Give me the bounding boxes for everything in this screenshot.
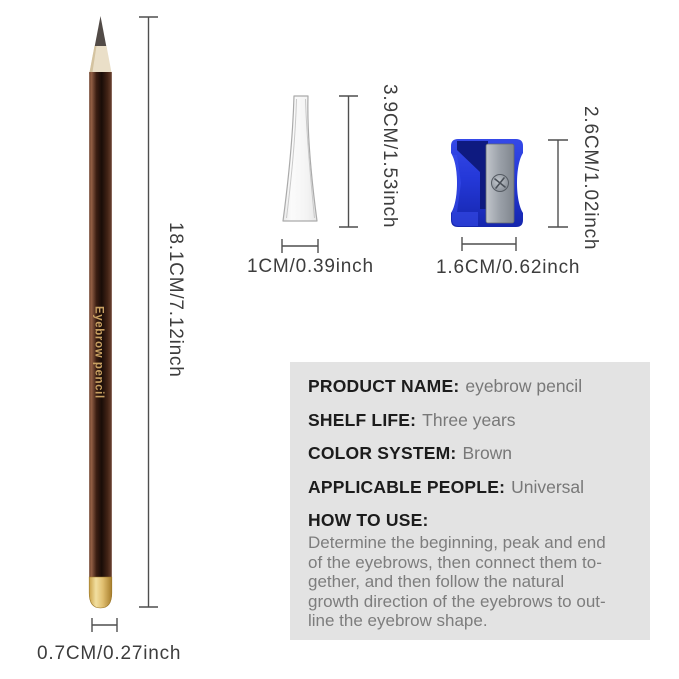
cap-width-label: 1CM/0.39inch [247, 256, 374, 277]
how-to-use-label: HOW TO USE: [308, 510, 429, 530]
pencil-width-dimension-line [92, 618, 117, 632]
pencil-illustration [89, 16, 112, 608]
spec-row-product-name [308, 376, 632, 398]
spec-label: PRODUCT NAME: [308, 376, 460, 396]
product-info-box [290, 362, 650, 640]
pencil-brand-text: Eyebrow pencil [92, 306, 105, 399]
spec-label: SHELF LIFE: [308, 409, 417, 430]
spec-label: COLOR SYSTEM: [308, 443, 457, 463]
how-to-use-line: of the eyebrows, then connect them to- [308, 552, 602, 572]
pencil-gold-ferrule [89, 577, 112, 608]
how-to-use-line: gether, and then follow the natural [308, 572, 565, 591]
how-to-use-line: growth direction of the eyebrows to out- [308, 591, 606, 611]
pencil-length-dimension-line [139, 17, 158, 607]
spec-label: APPLICABLE PEOPLE: [308, 476, 506, 497]
spec-value: Brown [462, 443, 513, 463]
pencil-length-label: 18.1CM/7.12inch [165, 222, 186, 378]
spec-value: Universal [511, 476, 585, 497]
spec-value: eyebrow pencil [465, 376, 583, 396]
cap-height-dimension-line [339, 96, 358, 227]
sharpener-width-dimension-line [462, 237, 516, 251]
spec-row-color-system [308, 443, 632, 465]
how-to-use-text [308, 533, 632, 631]
spec-row-shelf-life [308, 410, 632, 432]
sharpener-width-label: 1.6CM/0.62inch [436, 257, 581, 278]
cap-illustration [283, 96, 317, 221]
sharpener-illustration [451, 139, 523, 227]
how-to-use-line: Determine the beginning, peak and end [308, 533, 606, 552]
pencil-lead-tip [94, 16, 107, 50]
spec-row-applicable-people [308, 477, 632, 499]
sharpener-height-dimension-line [548, 140, 568, 227]
cap-width-dimension-line [282, 239, 318, 253]
how-to-use-line: line the eyebrow shape. [308, 611, 488, 630]
spec-value: Three years [422, 409, 516, 430]
sharpener-height-label: 2.6CM/1.02inch [580, 106, 601, 251]
pencil-width-label: 0.7CM/0.27inch [37, 643, 182, 664]
cap-height-label: 3.9CM/1.53inch [379, 84, 400, 229]
